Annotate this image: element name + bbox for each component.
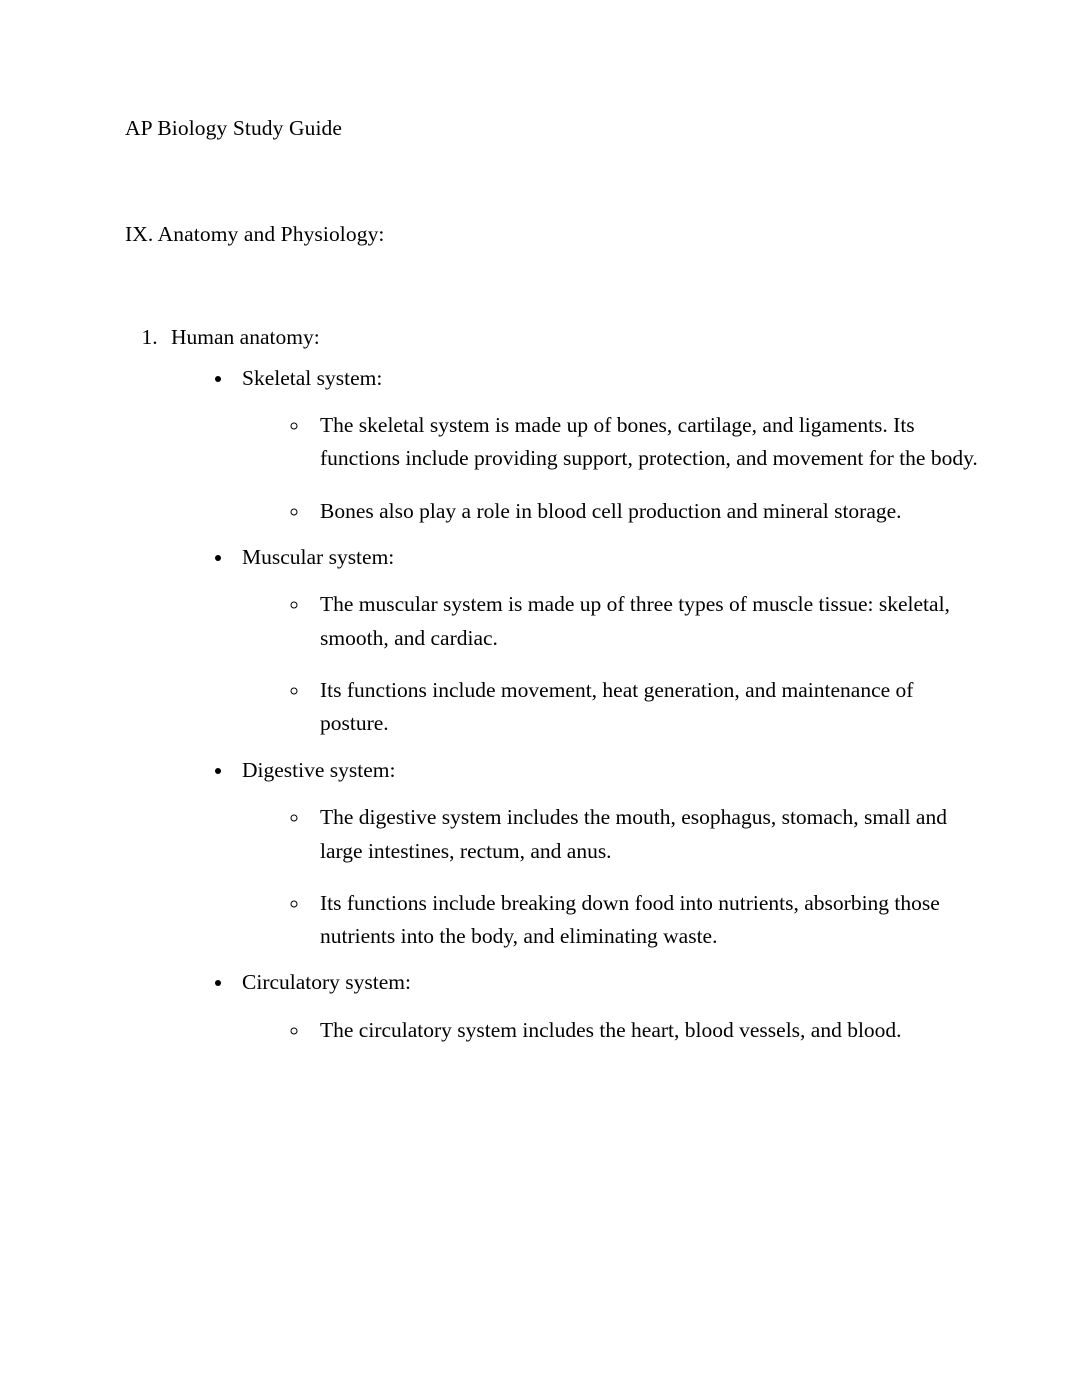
- list-item: [310, 409, 980, 476]
- list-item: [310, 495, 980, 528]
- outline-item-label: Skeletal system:: [242, 365, 383, 390]
- outline-level-3: [242, 588, 980, 740]
- list-item: [310, 588, 980, 655]
- outline-item-text: Bones also play a role in blood cell production and mineral storage.: [320, 498, 902, 523]
- outline-item-text: The skeletal system is made up of bones, cartilage, and ligaments. Its functions include providing support, protection, and movement for the body.: [320, 413, 978, 471]
- list-item: [234, 544, 980, 741]
- outline-item-text: The muscular system is made up of three types of muscle tissue: skeletal, smooth, and cardiac.: [320, 592, 950, 650]
- list-item: [234, 365, 980, 528]
- list-item: [310, 1014, 980, 1047]
- outline-level-2: [171, 365, 980, 1048]
- heading-spacer: [125, 245, 980, 327]
- list-item: [310, 674, 980, 741]
- list-item: [310, 801, 980, 868]
- outline-level-3: [242, 801, 980, 953]
- outline-item-text: Its functions include movement, heat generation, and maintenance of posture.: [320, 678, 914, 736]
- title-spacer: [125, 140, 980, 224]
- outline-item-label: Muscular system:: [242, 544, 395, 569]
- list-item: [310, 887, 980, 954]
- outline-level-1: [125, 327, 980, 1047]
- outline-item-text: The circulatory system includes the heart, blood vessels, and blood.: [320, 1017, 902, 1042]
- outline-item-text: Its functions include breaking down food into nutrients, absorbing those nutrients into the body, and eliminating waste.: [320, 890, 940, 949]
- outline-level-3: [242, 409, 980, 528]
- outline-level-3: [242, 1014, 980, 1047]
- outline-item-label: Circulatory system:: [242, 970, 411, 995]
- list-item: [234, 757, 980, 954]
- section-heading: IX. Anatomy and Physiology:: [125, 221, 385, 246]
- outline-item-label: Human anatomy:: [171, 325, 320, 349]
- list-item: [163, 327, 980, 1047]
- page-title: AP Biology Study Guide: [125, 116, 343, 140]
- outline-item-label: Digestive system:: [242, 757, 396, 782]
- list-item: [234, 972, 980, 1047]
- outline-item-text: The digestive system includes the mouth, esophagus, stomach, small and large intestines, rectum, and anus.: [320, 805, 947, 863]
